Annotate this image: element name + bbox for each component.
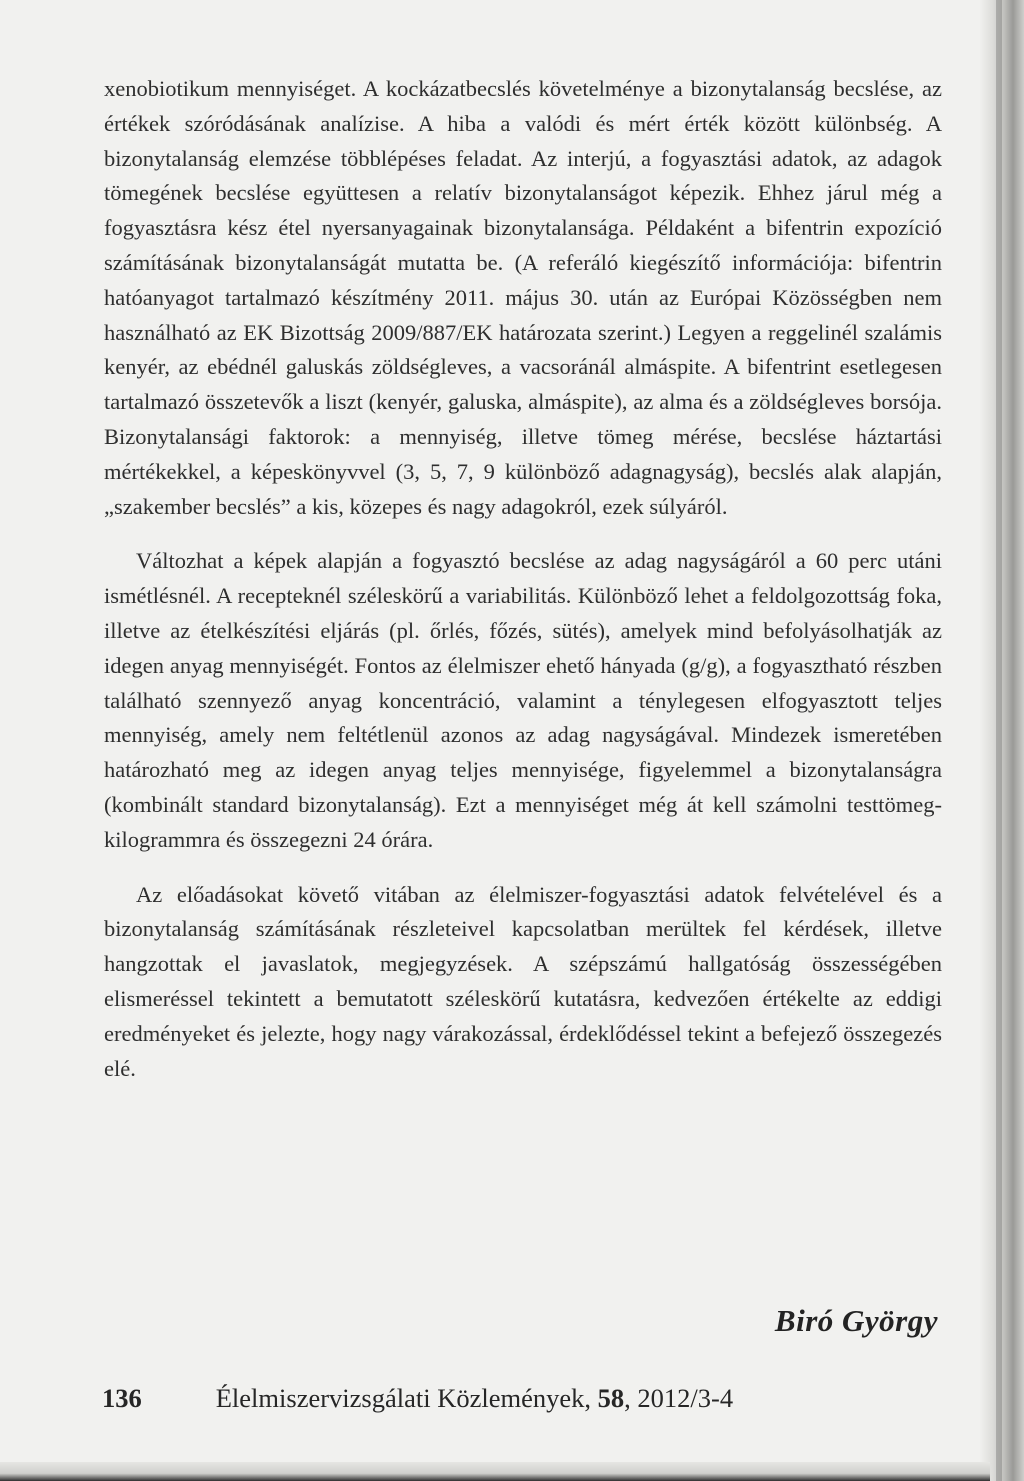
article-body: [104, 72, 942, 1086]
journal-volume: 58: [597, 1383, 625, 1413]
paragraph-discussion: Az előadásokat követő vitában az élelmiszer-fogyasztási adatok felvételével és a bizonytalanság számításának részleteivel kapcsolatban merültek fel kérdések, illetve hangzottak el javaslatok, megjegyzések. A szépszámú hallgatóság összességében elismeréssel tekintett a bemutatott széleskörű kutatásra, kedvezően értékelte az eddigi eredményeket és jelezte, hogy nagy várakozással, érdeklődéssel tekint a befejező összegezés elé.: [104, 881, 942, 1081]
journal-name: Élelmiszervizsgálati Közlemények,: [215, 1383, 598, 1413]
paragraph-portion-size: Változhat a képek alapján a fogyasztó becslése az adag nagyságáról a 60 perc utáni ismétlésnél. A recepteknél széleskörű a variabilitás. Különböző lehet a feldolgozottság foka, illetve az ételkészítési eljárás (pl. őrlés, főzés, sütés), amelyek mind befolyásolhatják az idegen anyag mennyiségét. Fontos az élelmiszer ehető hányada (g/g), a fogyasztható részben található szennyező anyag koncentráció, valamint a ténylegesen elfogyasztott teljes mennyiség, amely nem feltétlenül azonos az adag nagyságával. Mindezek ismeretében határozható meg az idegen anyag teljes mennyisége, figyelemmel a bizonytalanságra (kombinált standard bizonytalanság). Ezt a mennyiséget még át kell számolni testtömeg-kilogrammra és összegezni 24 órára.: [104, 548, 942, 852]
journal-issue: , 2012/3-4: [624, 1383, 734, 1413]
page-bottom-edge: [0, 1462, 990, 1481]
book-spine-shadow: [980, 0, 1024, 1481]
book-gutter: [996, 0, 1002, 1481]
paragraph-continuation: xenobiotikum mennyiséget. A kockázatbecslés követelménye a bizonytalanság becslése, az értékek szóródásának analízise. A hiba a valódi és mért érték között különbség. A bizonytalanság elemzése többlépéses feladat. Az interjú, a fogyasztási adatok, az adagok tömegének becslése együttesen a relatív bizonytalanságot képezik. Ehhez járul még a fogyasztásra kész étel nyersanyagainak bizonytalansága. Példaként a bifentrin expozíció számításának bizonytalanságát mutatta be. (A referáló kiegészítő információja: bifentrin hatóanyagot tartalmazó készítmény 2011. május 30. után az Európai Közösségben nem használható az EK Bizottság 2009/887/EK határozata szerint.) Legyen a reggelinél szalámis kenyér, az ebédnél galuskás zöldségleves, a vacsoránál almáspite. A bifentrint esetlegesen tartalmazó összetevők a liszt (kenyér, galuska, almáspite), az alma és a zöldségleves borsója. Bizonytalansági faktorok: a mennyiség, illetve tömeg mérése, becslése háztartási mértékekkel, a képeskönyvvel (3, 5, 7, 9 különböző adagnagyság), becslés alak alapján, „szakember becslés” a kis, közepes és nagy adagokról, ezek súlyáról.: [104, 76, 942, 519]
author-signature: Biró György: [774, 1303, 938, 1338]
page-footer: [102, 1383, 733, 1414]
page-number: 136: [102, 1383, 142, 1413]
